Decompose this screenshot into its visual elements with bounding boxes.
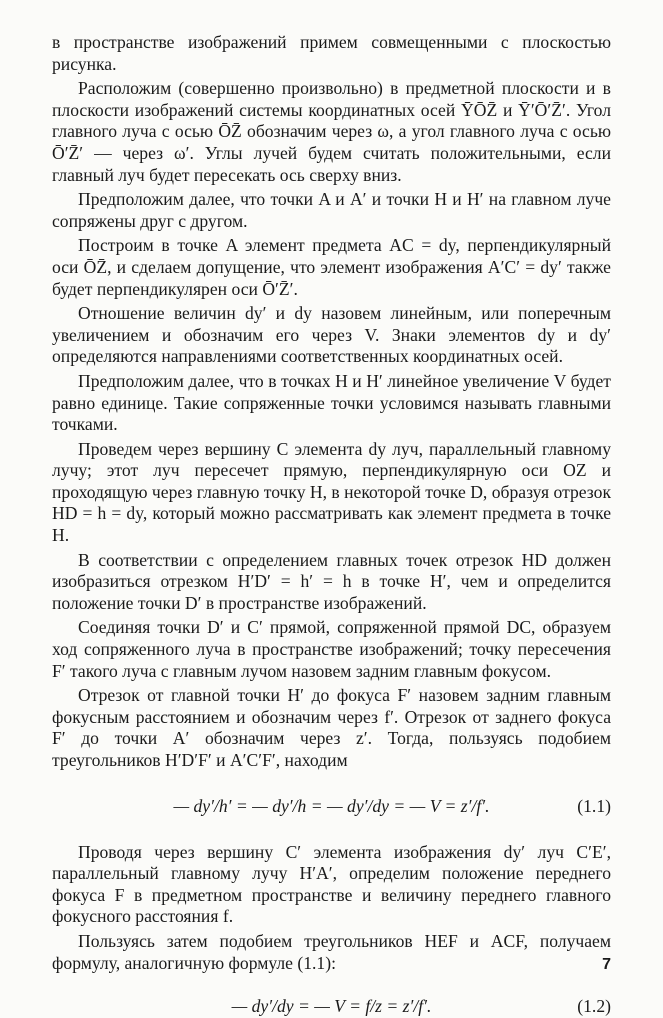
paragraph-3: Предположим далее, что точки A и A′ и точки H и H′ на главном луче сопряжены друг с другом. — [52, 189, 611, 231]
paragraph-12: Пользуясь затем подобием треугольников HEF и ACF, получаем формулу, аналогичную формуле (1.1): — [52, 930, 611, 973]
paragraph-8: В соответствии с определением главных точек отрезок HD должен изобразиться отрезком H′D′ = h′ = h в точке H′, чем и определится положение точки D′ в пространстве изображений. — [52, 549, 611, 613]
paragraph-5: Отношение величин dy′ и dy назовем линейным, или поперечным увеличением и обозначим его через V. Знаки элементов dy и dy′ определяются направлениями соответственных координатных осей. — [52, 303, 611, 367]
formula-1-1-expression: — dy′/h′ = — dy′/h = — dy′/dy = — V = z′/f′. — [173, 795, 490, 816]
paragraph-11: Проводя через вершину C′ элемента изображения dy′ луч C′E′, параллельный главному лучу H′A′, определим положение переднего фокуса F в предметном пространстве и величину переднего главного фокусного расстояния f. — [52, 841, 611, 927]
paragraph-6: Предположим далее, что в точках H и H′ линейное увеличение V будет равно единице. Такие сопряженные точки условимся называть главными точками. — [52, 370, 611, 435]
paragraph-10: Отрезок от главной точки H′ до фокуса F′ назовем задним главным фокусным расстоянием и обозначим через f′. Отрезок от заднего фокуса F′ до точки A′ обозначим через z′. Тогда, пользуясь подобием треугольников H′D′F′ и A′C′F′, находим — [52, 685, 611, 770]
formula-1-2 — [52, 994, 611, 1018]
paragraph-2: Расположим (совершенно произвольно) в предметной плоскости и в плоскости изображений системы координатных осей ȲŌZ̄ и Ȳ′Ō′Z̄′. Угол главного луча с осью ŌZ̄ обозначим через ω, а угол главного луча с осью Ō′Z̄′ — через ω′. Углы лучей будем считать положительными, если главный луч будет пересекать ось сверху вниз. — [52, 78, 611, 185]
formula-1-1 — [52, 794, 611, 818]
page-number: 7 — [602, 956, 611, 973]
formula-1-2-expression: — dy′/dy = — V = f/z = z′/f′. — [231, 996, 432, 1017]
paragraph-4: Построим в точке A элемент предмета AC = dy, перпендикулярный оси ŌZ̄, и сделаем допущение, что элемент изображения A′C′ = dy′ также будет перпендикулярен оси Ō′Z̄′. — [52, 235, 611, 299]
formula-1-2-number: (1.2) — [577, 996, 611, 1017]
formula-1-1-number: (1.1) — [577, 795, 611, 816]
paragraph-7: Проведем через вершину C элемента dy луч, параллельный главному лучу; этот луч пересечет прямую, перпендикулярную оси OZ и проходящую через главную точку H, в некоторой точке D, образуя отрезок HD = h = dy, который можно рассматривать как элемент предмета в точке H. — [52, 438, 611, 546]
text-block-1 — [52, 32, 611, 772]
paragraph-1: в пространстве изображений примем совмещенными с плоскостью рисунка. — [52, 32, 611, 74]
text-block-2 — [52, 842, 611, 975]
paragraph-9: Соединяя точки D′ и C′ прямой, сопряженной прямой DC, образуем ход сопряженного луча в пространстве изображений; точку пересечения F′ такого луча с главным лучом назовем задним главным фокусом. — [52, 617, 611, 681]
